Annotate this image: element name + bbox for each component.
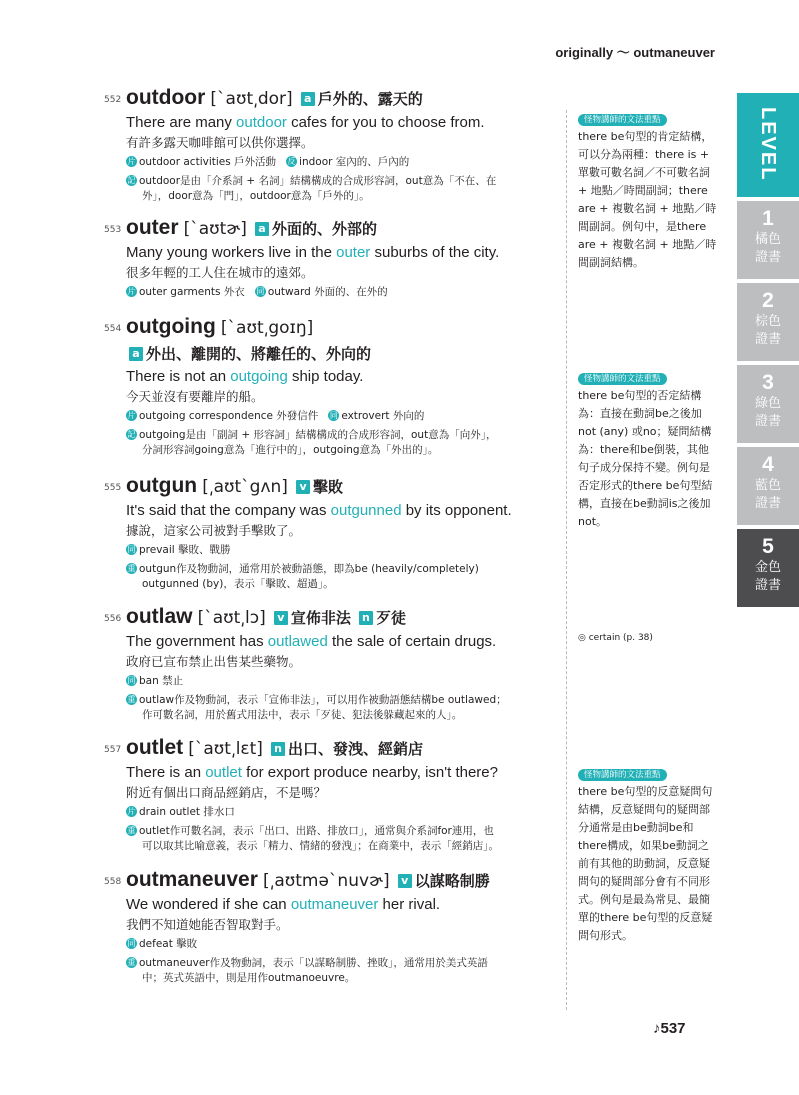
example-sentence: The government has outlawed the sale of certain drugs. <box>126 633 497 650</box>
cross-reference: ◎ certain (p. 38) <box>578 633 653 643</box>
usage-icon: 重 <box>127 695 136 704</box>
level-3-tab[interactable]: 3 綠色 證書 <box>737 365 799 443</box>
entry-number: 557 <box>104 744 122 755</box>
grammar-tag: 怪物講師的文法重點 <box>578 373 667 385</box>
synonym-icon: 同 <box>127 545 136 554</box>
phonetic: [͵aʊtməˋnuvɚ] <box>262 871 390 891</box>
entry-number: 558 <box>104 876 122 887</box>
memory-icon: 記 <box>127 430 136 439</box>
phrase-icon: 片 <box>127 807 136 816</box>
note-synonym: 同 prevail 擊敗、戰勝 <box>127 544 231 556</box>
headword: outlaw <box>126 605 193 628</box>
level-1-tab[interactable]: 1 橘色 證書 <box>737 201 799 279</box>
pos-badge: v <box>398 874 412 888</box>
grammar-text: there be句型的反意疑問句結構，反意疑問句的疑問部分通常是由be動詞be和there構成，如果be動詞之前有其他的助動詞，反意疑問句的疑問部分會有不同形式。例句是最為常見、最簡單的there be句型的反意疑問句形式。 <box>578 785 713 942</box>
headword: outmaneuver <box>126 868 258 891</box>
grammar-note-2 <box>578 369 718 531</box>
pos-badge: v <box>296 480 310 494</box>
grammar-note-1 <box>578 110 718 272</box>
phonetic: [ˋaʊt͵lɛt] <box>188 739 263 759</box>
grammar-text: there be句型的肯定結構，可以分為兩種：there is + 單數可數名詞／不可數名詞 + 地點／時間副詞；there are + 複數名詞 + 地點／時間副詞。例句中，是there are + 複數名詞 + 地點／時間副詞結構。 <box>578 130 717 269</box>
phonetic: [͵aʊtˋgʌn] <box>202 477 288 497</box>
note-usage: 重 outlaw作及物動詞，表示「宣佈非法」，可以用作被動語態結構be outlawed； 作可數名詞，用於舊式用法中，表示「歹徒、犯法後躲藏起來的人」。 <box>127 694 507 721</box>
entry-555 <box>104 474 550 592</box>
pos-badge: v <box>274 611 288 625</box>
example-translation: 據說，這家公司被對手擊敗了。 <box>126 523 302 538</box>
example-translation: 很多年輕的工人住在城市的遠郊。 <box>126 265 314 280</box>
grammar-note-3 <box>578 765 718 945</box>
usage-icon: 重 <box>127 564 136 573</box>
note-usage: 重 outlet作可數名詞，表示「出口、出路、排放口」，通常與介系詞for連用，也 可以取其比喻意義，表示「精力、情緒的發洩」；在商業中，表示「經銷店」。 <box>127 825 499 852</box>
pos-badge: a <box>301 92 315 106</box>
meaning: 戶外的、露天的 <box>317 90 423 108</box>
entry-number: 554 <box>104 323 122 334</box>
note-phrase: 片 drain outlet 排水口 <box>127 806 235 818</box>
example-sentence: It's said that the company was outgunned by its opponent. <box>126 502 512 519</box>
grammar-text: there be句型的否定結構為：直接在動詞be之後加not (any) 或no；疑問結構為：there和be倒裝，其他句子成分保持不變。例句是否定形式的there be句型結構，直接在be動詞is之後加not。 <box>578 389 713 528</box>
phrase-icon: 片 <box>127 287 136 296</box>
memory-icon: 記 <box>127 176 136 185</box>
meaning: 宣佈非法 <box>290 609 351 627</box>
entry-number: 553 <box>104 224 122 235</box>
phrase-icon: 片 <box>127 411 136 420</box>
usage-icon: 重 <box>127 826 136 835</box>
example-translation: 今天並沒有要離岸的船。 <box>126 389 264 404</box>
note-synonym: 同 defeat 擊敗 <box>127 938 198 950</box>
meaning: 擊敗 <box>313 478 344 496</box>
usage-icon: 重 <box>127 958 136 967</box>
level-tab: LEVEL <box>737 93 799 197</box>
note-usage: 重 outgun作及物動詞，通常用於被動語態，即為be (heavily/completely) outgunned (by)，表示「擊敗、超過」。 <box>127 563 479 590</box>
level-2-tab[interactable]: 2 棕色 證書 <box>737 283 799 361</box>
example-sentence: There are many outdoor cafes for you to choose from. <box>126 114 485 131</box>
entry-number: 556 <box>104 613 122 624</box>
note-memory: 記 outgoing是由「副詞 + 形容詞」結構構成的合成形容詞，out意為「向外」， 分詞形容詞going意為「進行中的」，outgoing意為「外出的」。 <box>127 429 497 456</box>
grammar-tag: 怪物講師的文法重點 <box>578 769 667 781</box>
entry-552 <box>104 86 550 204</box>
headword: outgun <box>126 474 198 497</box>
headword: outer <box>126 216 179 239</box>
note-phrase: 片 outgoing correspondence 外發信件 同 extrovert 外向的 <box>127 410 425 422</box>
level-4-tab[interactable]: 4 藍色 證書 <box>737 447 799 525</box>
running-header: originally ～ outmaneuver <box>555 45 715 60</box>
entry-553 <box>104 216 550 300</box>
phonetic: [ˋaʊt͵goɪŋ] <box>220 318 314 338</box>
phonetic: [ˋaʊtɚ] <box>183 219 247 239</box>
headword: outgoing <box>126 315 216 338</box>
page-number: ♪537 <box>653 1020 686 1037</box>
note-synonym: 同 ban 禁止 <box>127 675 184 687</box>
example-translation: 有許多露天咖啡館可以供你選擇。 <box>126 135 314 150</box>
entry-556 <box>104 605 550 723</box>
phonetic: [ˋaʊt͵dor] <box>210 89 293 109</box>
synonym-icon: 同 <box>256 287 265 296</box>
level-5-tab[interactable]: 5 金色 證書 <box>737 529 799 607</box>
pos-badge: a <box>255 222 269 236</box>
example-translation: 附近有個出口商品經銷店，不是嗎？ <box>126 785 327 800</box>
note-phrase: 片 outer garments 外衣 同 outward 外面的、在外的 <box>127 286 388 298</box>
example-translation: 政府已宣布禁止出售某些藥物。 <box>126 654 302 669</box>
entry-number: 555 <box>104 482 122 493</box>
synonym-icon: 同 <box>127 939 136 948</box>
example-sentence: There is an outlet for export produce nearby, isn't there? <box>126 764 498 781</box>
meaning: 以謀略制勝 <box>414 872 490 890</box>
phrase-icon: 片 <box>127 157 136 166</box>
note-memory: 記 outdoor是由「介系詞 + 名詞」結構構成的合成形容詞，out意為「不在、在 外」，door意為「門」，outdoor意為「戶外的」。 <box>127 175 497 202</box>
note-phrase: 片 outdoor activities 戶外活動 反 indoor 室內的、戶內的 <box>127 156 410 168</box>
note-usage: 重 outmaneuver作及物動詞，表示「以謀略制勝、挫敗」，通常用於美式英語 中；英式英語中，則是用作outmanoeuvre。 <box>127 957 488 984</box>
entry-554 <box>104 315 550 458</box>
grammar-tag: 怪物講師的文法重點 <box>578 114 667 126</box>
entry-number: 552 <box>104 94 122 105</box>
example-sentence: Many young workers live in the outer suburbs of the city. <box>126 244 500 261</box>
meaning: 出口、發洩、經銷店 <box>288 740 424 758</box>
meaning: 外出、離開的、將離任的、外向的 <box>146 345 372 363</box>
phonetic: [ˋaʊt͵lɔ] <box>197 608 266 628</box>
meaning: 外面的、外部的 <box>271 220 377 238</box>
pos-badge: a <box>129 347 143 361</box>
pos-badge: n <box>271 742 285 756</box>
example-sentence: We wondered if she can outmaneuver her rival. <box>126 896 441 913</box>
antonym-icon: 反 <box>287 157 296 166</box>
example-translation: 我們不知道她能否智取對手。 <box>126 917 289 932</box>
entry-558 <box>104 868 550 986</box>
entry-557 <box>104 736 550 854</box>
pos-badge-2: n <box>359 611 373 625</box>
synonym-icon: 同 <box>329 411 338 420</box>
example-sentence: There is not an outgoing ship today. <box>126 368 364 385</box>
meaning-2: 歹徒 <box>375 609 406 627</box>
column-divider <box>566 110 567 1010</box>
headword: outlet <box>126 736 184 759</box>
headword: outdoor <box>126 86 206 109</box>
synonym-icon: 同 <box>127 676 136 685</box>
